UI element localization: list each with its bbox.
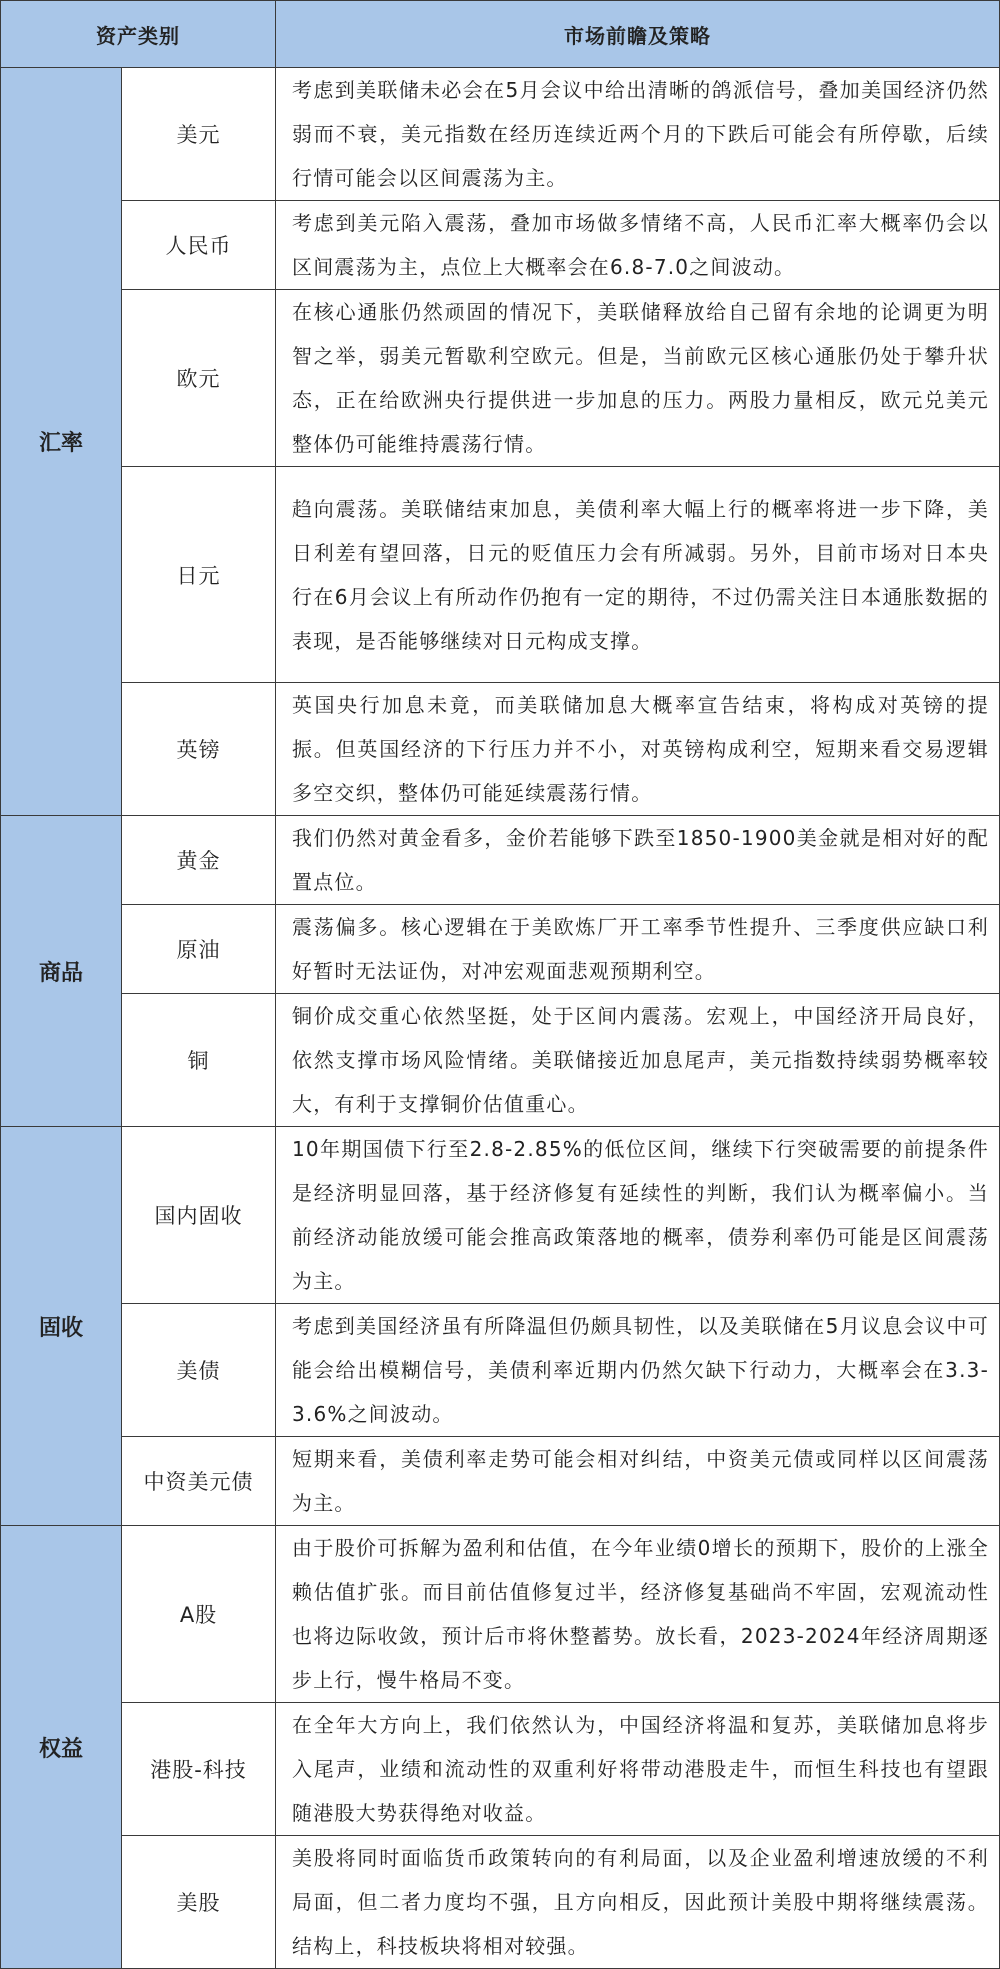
table-row bbox=[1, 1703, 1000, 1836]
outlook-us-equity: 美股将同时面临货币政策转向的有利局面，以及企业盈利增速放缓的不利局面，但二者力度均不强，且方向相反，因此预计美股中期将继续震荡。结构上，科技板块将相对较强。 bbox=[276, 1836, 1000, 1969]
header-market-outlook: 市场前瞻及策略 bbox=[276, 1, 1000, 68]
outlook-jpy: 趋向震荡。美联储结束加息，美债利率大幅上行的概率将进一步下降，美日利差有望回落，日元的贬值压力会有所减弱。另外，目前市场对日本央行在6月会议上有所动作仍抱有一定的期待，不过仍需关注日本通胀数据的表现，是否能够继续对日元构成支撑。 bbox=[276, 467, 1000, 683]
asset-us-equity: 美股 bbox=[122, 1836, 276, 1969]
table-header-row bbox=[1, 1, 1000, 68]
asset-copper: 铜 bbox=[122, 994, 276, 1127]
outlook-cny: 考虑到美元陷入震荡，叠加市场做多情绪不高，人民币汇率大概率仍会以区间震荡为主，点位上大概率会在6.8-7.0之间波动。 bbox=[276, 201, 1000, 290]
outlook-hk-tech: 在全年大方向上，我们依然认为，中国经济将温和复苏，美联储加息将步入尾声，业绩和流动性的双重利好将带动港股走牛，而恒生科技也有望跟随港股大势获得绝对收益。 bbox=[276, 1703, 1000, 1836]
asset-ust: 美债 bbox=[122, 1304, 276, 1437]
outlook-a-share: 由于股价可拆解为盈利和估值，在今年业绩0增长的预期下，股价的上涨全赖估值扩张。而目前估值修复过半，经济修复基础尚不牢固，宏观流动性也将边际收敛，预计后市将休整蓄势。放长看，2023-2024年经济周期逐步上行，慢牛格局不变。 bbox=[276, 1526, 1000, 1703]
asset-usd: 美元 bbox=[122, 68, 276, 201]
outlook-eur: 在核心通胀仍然顽固的情况下，美联储释放给自己留有余地的论调更为明智之举，弱美元暂歇利空欧元。但是，当前欧元区核心通胀仍处于攀升状态，正在给欧洲央行提供进一步加息的压力。两股力量相反，欧元兑美元整体仍可能维持震荡行情。 bbox=[276, 290, 1000, 467]
table-row bbox=[1, 1127, 1000, 1304]
table-row bbox=[1, 905, 1000, 994]
asset-domestic-bond: 国内固收 bbox=[122, 1127, 276, 1304]
asset-cny: 人民币 bbox=[122, 201, 276, 290]
table-row bbox=[1, 816, 1000, 905]
asset-gbp: 英镑 bbox=[122, 683, 276, 816]
asset-china-usd-bond: 中资美元债 bbox=[122, 1437, 276, 1526]
outlook-oil: 震荡偏多。核心逻辑在于美欧炼厂开工率季节性提升、三季度供应缺口利好暂时无法证伪，对冲宏观面悲观预期利空。 bbox=[276, 905, 1000, 994]
category-fixed-income: 固收 bbox=[1, 1127, 122, 1526]
outlook-ust: 考虑到美国经济虽有所降温但仍颇具韧性，以及美联储在5月议息会议中可能会给出模糊信号，美债利率近期内仍然欠缺下行动力，大概率会在3.3-3.6%之间波动。 bbox=[276, 1304, 1000, 1437]
outlook-copper: 铜价成交重心依然坚挺，处于区间内震荡。宏观上，中国经济开局良好，依然支撑市场风险情绪。美联储接近加息尾声，美元指数持续弱势概率较大，有利于支撑铜价估值重心。 bbox=[276, 994, 1000, 1127]
category-commodity: 商品 bbox=[1, 816, 122, 1127]
table-row bbox=[1, 1526, 1000, 1703]
table-row bbox=[1, 201, 1000, 290]
category-equity: 权益 bbox=[1, 1526, 122, 1969]
table-row bbox=[1, 467, 1000, 683]
table-row bbox=[1, 1437, 1000, 1526]
outlook-usd: 考虑到美联储未必会在5月会议中给出清晰的鸽派信号，叠加美国经济仍然弱而不衰，美元指数在经历连续近两个月的下跌后可能会有所停歇，后续行情可能会以区间震荡为主。 bbox=[276, 68, 1000, 201]
asset-a-share: A股 bbox=[122, 1526, 276, 1703]
table-row bbox=[1, 1836, 1000, 1969]
outlook-gbp: 英国央行加息未竟，而美联储加息大概率宣告结束，将构成对英镑的提振。但英国经济的下行压力并不小，对英镑构成利空，短期来看交易逻辑多空交织，整体仍可能延续震荡行情。 bbox=[276, 683, 1000, 816]
table-row bbox=[1, 1304, 1000, 1437]
header-asset-class: 资产类别 bbox=[1, 1, 276, 68]
asset-oil: 原油 bbox=[122, 905, 276, 994]
table-row bbox=[1, 683, 1000, 816]
table-row bbox=[1, 68, 1000, 201]
asset-gold: 黄金 bbox=[122, 816, 276, 905]
table-row bbox=[1, 994, 1000, 1127]
asset-hk-tech: 港股-科技 bbox=[122, 1703, 276, 1836]
asset-jpy: 日元 bbox=[122, 467, 276, 683]
outlook-china-usd-bond: 短期来看，美债利率走势可能会相对纠结，中资美元债或同样以区间震荡为主。 bbox=[276, 1437, 1000, 1526]
outlook-domestic-bond: 10年期国债下行至2.8-2.85%的低位区间，继续下行突破需要的前提条件是经济明显回落，基于经济修复有延续性的判断，我们认为概率偏小。当前经济动能放缓可能会推高政策落地的概率，债券利率仍可能是区间震荡为主。 bbox=[276, 1127, 1000, 1304]
table-row bbox=[1, 290, 1000, 467]
category-fx: 汇率 bbox=[1, 68, 122, 816]
outlook-gold: 我们仍然对黄金看多，金价若能够下跌至1850-1900美金就是相对好的配置点位。 bbox=[276, 816, 1000, 905]
asset-eur: 欧元 bbox=[122, 290, 276, 467]
